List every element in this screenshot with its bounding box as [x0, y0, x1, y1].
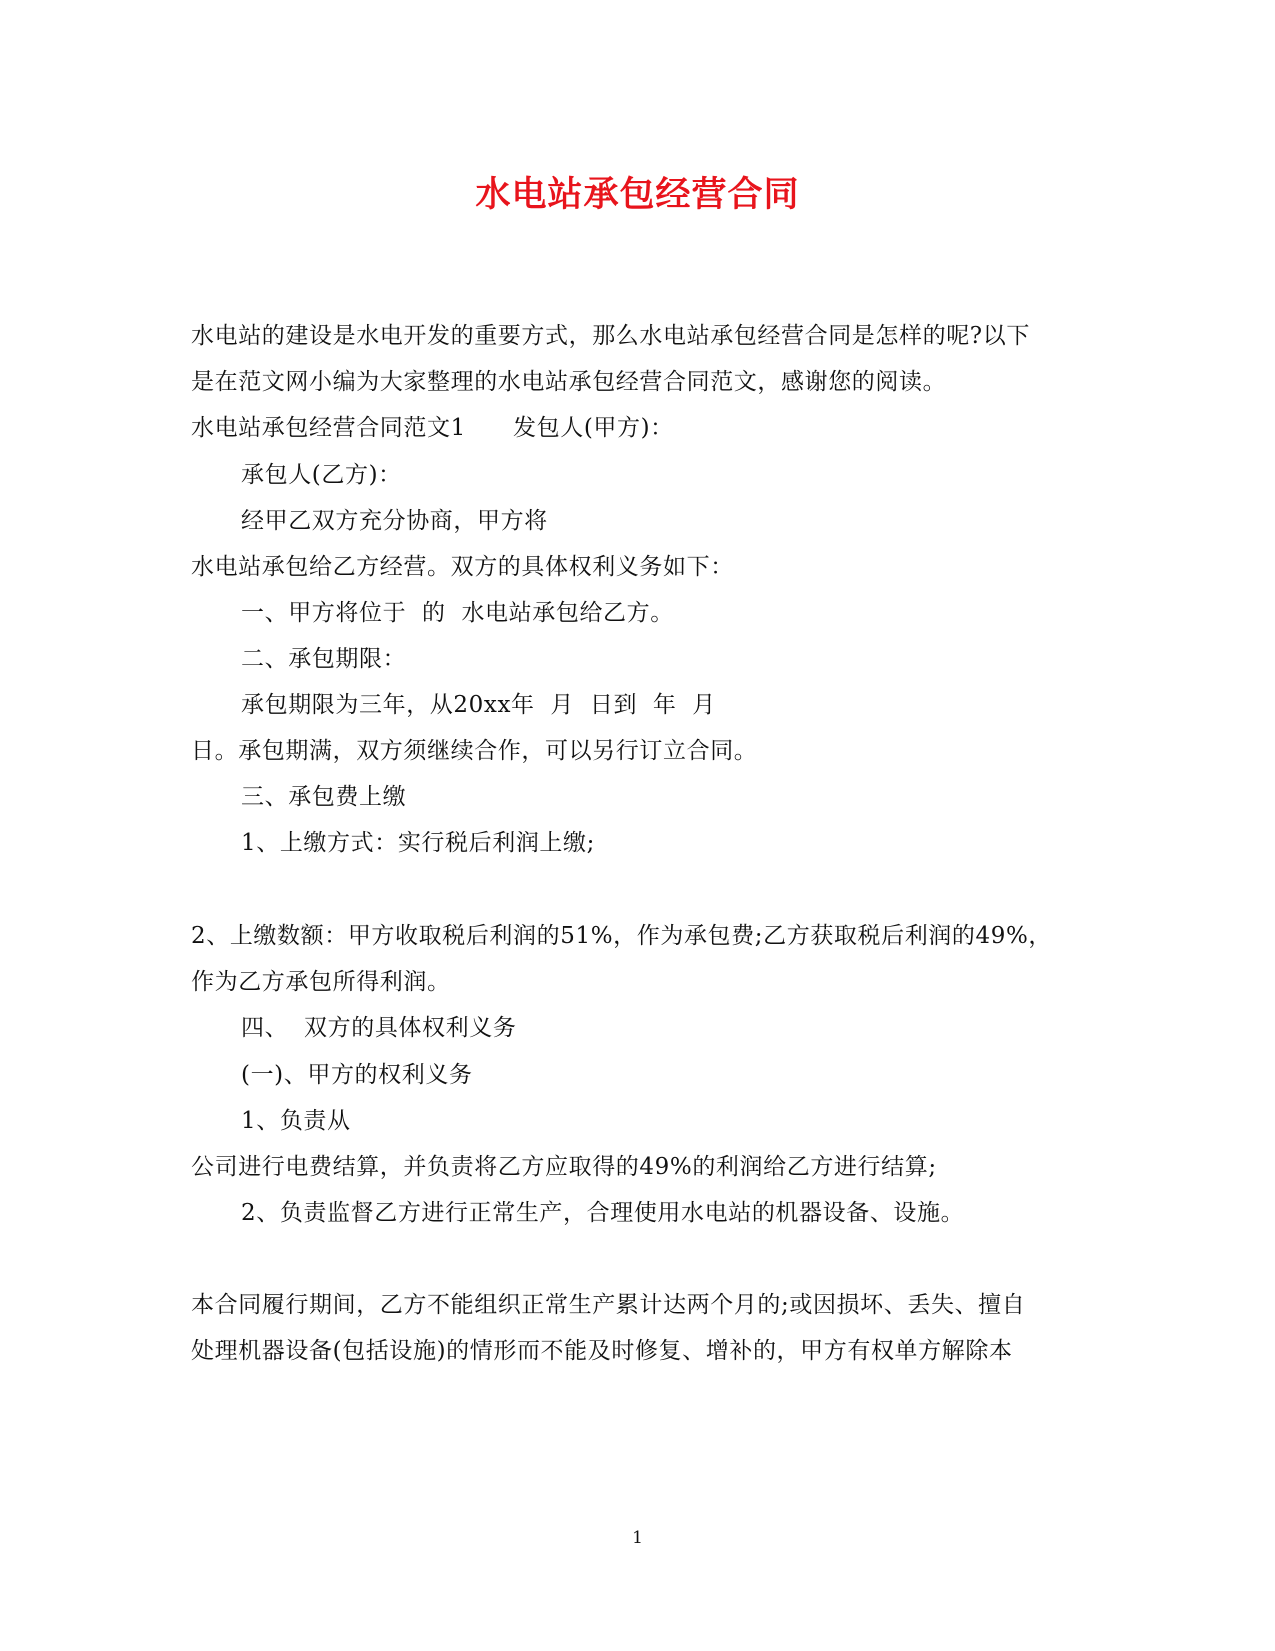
paragraph-line: 1、上缴方式：实行税后利润上缴;: [241, 830, 595, 856]
paragraph-line: 作为乙方承包所得利润。: [191, 969, 451, 995]
page-title: 水电站承包经营合同: [475, 174, 800, 215]
page-number: 1: [632, 1528, 643, 1548]
paragraph-line: 三、承包费上缴: [241, 784, 407, 810]
paragraph-line: 1、负责从: [241, 1108, 351, 1134]
paragraph-line: 2、上缴数额：甲方收取税后利润的51%，作为承包费;乙方获取税后利润的49%，: [191, 923, 1053, 949]
paragraph-line: 承包期限为三年，从20xx年 月 日到 年 月: [241, 692, 716, 718]
paragraph-line: 水电站承包给乙方经营。双方的具体权利义务如下：: [191, 554, 734, 580]
paragraph-line: 日。承包期满，双方须继续合作，可以另行订立合同。: [191, 738, 758, 764]
paragraph-line: 经甲乙双方充分协商，甲方将: [241, 508, 548, 534]
paragraph-line: 二、承包期限：: [241, 646, 407, 672]
paragraph-line: 2、负责监督乙方进行正常生产，合理使用水电站的机器设备、设施。: [241, 1200, 965, 1226]
paragraph-line: 处理机器设备(包括设施)的情形而不能及时修复、增补的，甲方有权单方解除本: [191, 1338, 1013, 1364]
paragraph-line: 水电站的建设是水电开发的重要方式，那么水电站承包经营合同是怎样的呢?以下: [191, 323, 1030, 349]
paragraph-line: 水电站承包经营合同范文1 发包人(甲方)：: [191, 415, 674, 441]
paragraph-line: 公司进行电费结算，并负责将乙方应取得的49%的利润给乙方进行结算;: [191, 1154, 937, 1180]
paragraph-line: 是在范文网小编为大家整理的水电站承包经营合同范文，感谢您的阅读。: [191, 369, 947, 395]
paragraph-line: 本合同履行期间，乙方不能组织正常生产累计达两个月的;或因损坏、丢失、擅自: [191, 1292, 1026, 1318]
paragraph-line: 承包人(乙方)：: [241, 462, 402, 488]
paragraph-line: 四、 双方的具体权利义务: [241, 1015, 517, 1041]
paragraph-line: (一)、甲方的权利义务: [241, 1062, 473, 1088]
paragraph-line: 一、甲方将位于 的 水电站承包给乙方。: [241, 600, 674, 626]
